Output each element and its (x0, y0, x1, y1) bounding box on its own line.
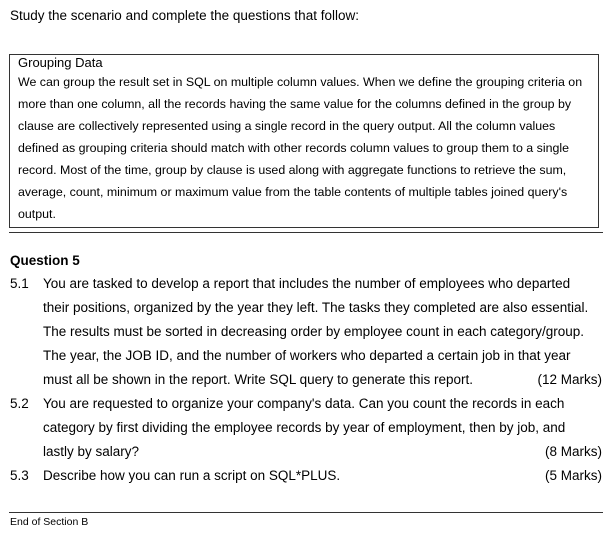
question-number: 5.1 (10, 276, 29, 291)
scenario-title: Grouping Data (18, 55, 103, 70)
scenario-line: clause are collectively represented using a single record in the query output. All the column values (18, 119, 556, 133)
scenario-box (9, 54, 599, 228)
intro-text: Study the scenario and complete the questions that follow: (10, 8, 359, 23)
question-line: You are tasked to develop a report that includes the number of employees who departed (43, 276, 571, 291)
scenario-line: defined as grouping criteria should match with other records column values to group them to a single (18, 141, 569, 155)
question-line: You are requested to organize your company's data. Can you count the records in each (43, 396, 565, 411)
question-number: 5.2 (10, 396, 29, 411)
scenario-line: more than one column, all the records having the same value for the columns defined in the group by (18, 97, 572, 111)
scenario-line: record. Most of the time, group by clause is used along with aggregate functions to retrieve the sum, (18, 163, 567, 177)
question-marks: (8 Marks) (545, 444, 602, 459)
question-line: The year, the JOB ID, and the number of workers who departed a certain job in that year (43, 348, 571, 363)
question-marks: (12 Marks) (537, 372, 602, 387)
section-divider (9, 232, 603, 233)
question-line: Describe how you can run a script on SQL*PLUS. (43, 468, 341, 483)
question-number: 5.3 (10, 468, 29, 483)
question-line: their positions, organized by the year they left. The tasks they completed are also essential. (43, 300, 589, 315)
scenario-line: We can group the result set in SQL on multiple column values. When we define the grouping criteria on (18, 75, 583, 89)
scenario-line: average, count, minimum or maximum value from the table contents of multiple tables joined query's (18, 185, 568, 199)
section-end-divider (9, 512, 603, 513)
question-line: The results must be sorted in decreasing order by employee count in each category/group. (43, 324, 585, 339)
question-heading: Question 5 (10, 253, 80, 268)
question-line: must all be shown in the report. Write SQL query to generate this report. (43, 372, 473, 387)
question-line: category by first dividing the employee records by year of employment, then by job, and (43, 420, 566, 435)
section-footer: End of Section B (10, 516, 89, 528)
scenario-line: output. (18, 207, 56, 221)
question-marks: (5 Marks) (545, 468, 602, 483)
question-line: lastly by salary? (43, 444, 140, 459)
